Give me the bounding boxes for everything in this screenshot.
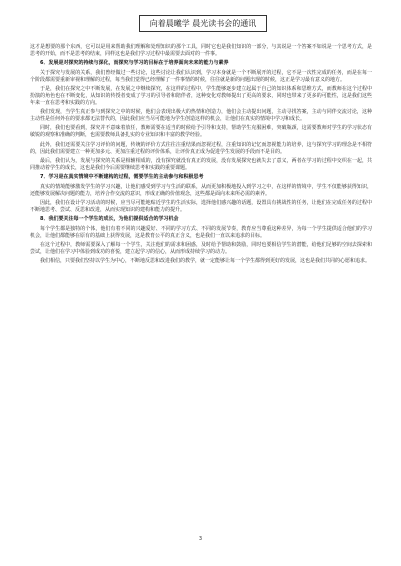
body-paragraph: 此外，我们还需要关注学习评价的问题，传统的评价方式往往注重结果而忽视过程，注重知识的记忆而忽视能力的培养，这与探究学习的理念是不相符的，因此我们需要建立一种更加多元、更加注重过程的评价体系，让评价真正成为促进学生发展的手段而不是目的。 xyxy=(30,141,372,155)
body-text xyxy=(30,44,372,267)
body-paragraph: 同时，我们也要看到，探究并不意味着放任，教师需要在适当的时候给予引导和支持，帮助学生克服困难，突破瓶颈，这需要教师对学生的学习状态有敏锐的观察和准确的判断，也需要教师具备扎实的专业知识和丰富的教学经验。 xyxy=(30,125,372,139)
section-heading: 8．我们要关注每一个学生的成长，为他们提供适合的学习机会 xyxy=(40,216,179,223)
body-paragraph: 我们发现，当学生真正参与到探究之中的时候，他们会表现出极大的热情和创造力，他们会主动提出问题，主动寻找答案，主动与同伴交流讨论，这种主动性是任何外在的要求都无法替代的，因此我们应当尽可能地为学生创造这样的机会，让他们在真实的情境中学习和成长。 xyxy=(30,109,372,123)
body-paragraph: 在这个过程中，教师需要深入了解每一个学生，关注他们的需求和困惑，及时给予帮助和鼓励，同时也要相信学生的潜能，给他们足够的空间去探索和尝试，让他们在学习中体验到成功的喜悦，建立起学习的信心，从而形成持续学习的动力。 xyxy=(30,241,372,255)
body-paragraph: 我们相信，只要我们坚持以学生为中心，不断地反思和改进我们的教学，就一定能够让每一个学生都得到更好的发展，这也是我们共同的心愿和追求。 xyxy=(40,258,371,265)
page-header-title: 向着晨曦学 晨光读书会的通讯 xyxy=(139,15,267,32)
body-paragraph: 每个学生都是独特的个体，他们有着不同的兴趣爱好、不同的学习方式、不同的发展节奏，教育应当尊重这种差异，为每一个学生提供适合他们的学习机会，让他们都能够在原有的基础上获得发展，这是教育公平的真正含义，也是我们一直以来追求的目标。 xyxy=(30,225,372,239)
body-paragraph: 于是，我们在探究之中不断发展，在发展之中继续探究，在这样的过程中，学生能够逐步建立起属于自己的知识体系和思维方式，而教师在这个过程中扮演的角色也在不断变化，从知识的传授者变成了学习的引导者和陪伴者，这种变化对教师提出了更高的要求，同时也带来了更多的可能性，这是我们这些年来一直在思考和实践的方向。 xyxy=(30,85,372,106)
body-paragraph: 这才是想要的那个东西，它可以是用来帮助我们理解和处理知识的那个工具，同时它也是我们知识的一部分，与其说是一个答案不如说是一个思考方式，是思考的开始，而不是思考的结束，同样这也是我们学习过程中最需要去面对的一件事。 xyxy=(30,44,372,57)
section-heading: 7．学习是在真实情境中不断建构的过程，需要学生的主动参与和积极思考 xyxy=(40,174,204,181)
body-paragraph: 因此，我们在设计学习活动的时候，应当尽可能地贴近学生的生活实际，选择他们感兴趣的话题，设置具有挑战性的任务，让他们在完成任务的过程中不断地思考、尝试、反思和改进，从而实现知识的建构和能力的提升。 xyxy=(30,199,372,213)
body-paragraph: 真实的情境能够激发学生的学习兴趣，让他们感受到学习与生活的联系，从而更加积极地投入到学习之中，在这样的情境中，学生不仅能够获得知识，还能够发展解决问题的能力，培养合作交流的意识，形成正确的价值观念，这些都是面向未来所必需的素养。 xyxy=(30,183,372,197)
section-heading: 6．发展是对探究的持续与深化，而探究与学习的目标在于培养面向未来的能力与素养 xyxy=(40,60,229,67)
body-paragraph: 最后，我们认为，发展与探究的关系是相辅相成的，没有探究就没有真正的发展，没有发展探究也就失去了意义，两者在学习的过程中交织在一起，共同推动着学生的成长，这也是我们今后需要继续思考和实践的重要课题。 xyxy=(30,158,372,172)
page-number: 3 xyxy=(198,536,203,542)
body-paragraph: 关于探究与发展的关系，我们曾经做过一些讨论，这些讨论让我们认识到，学习本身就是一个不断展开的过程，它不是一次性完成的任务，而是在每一个阶段都需要重新审视和理解的过程，每当我们觉得已经理解了一件事情的时候，往往就是新的问题出现的时候，这正是学习最有意义的地方。 xyxy=(30,69,372,83)
